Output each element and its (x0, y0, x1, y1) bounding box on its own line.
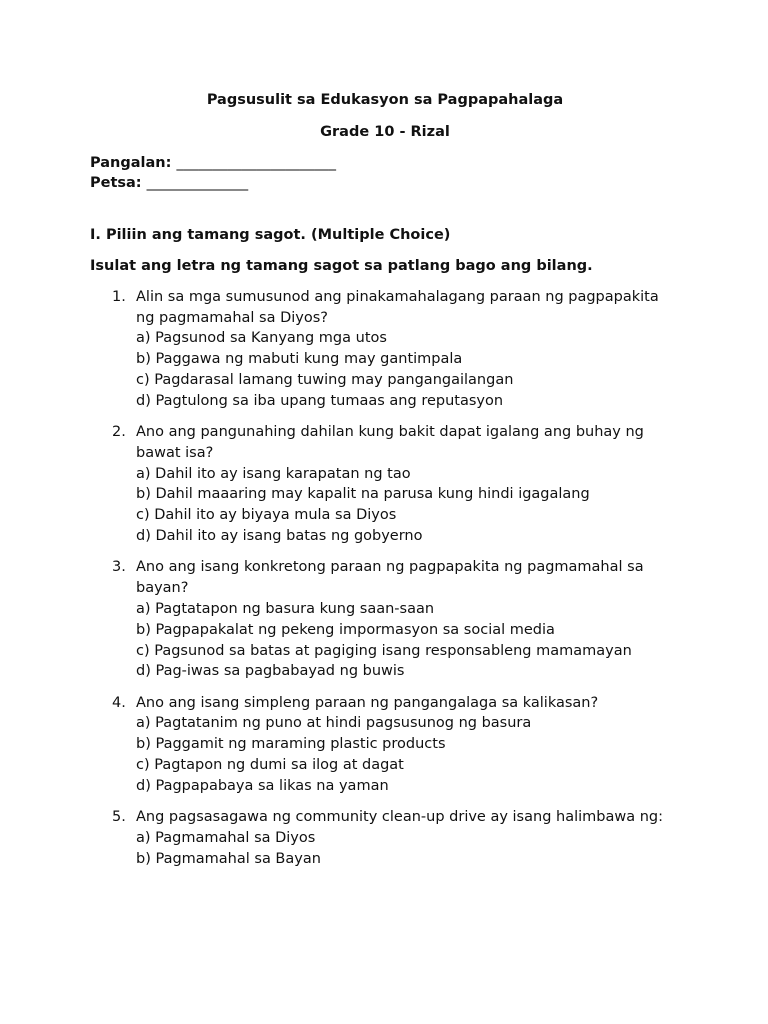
name-blank: ______________________ (176, 154, 336, 171)
question-text: Ang pagsasagawa ng community clean-up drive ay isang halimbawa ng: (136, 809, 663, 826)
answer-choice: b) Paggawa ng mabuti kung may gantimpala (136, 351, 463, 368)
answer-choice: a) Pagtatapon ng basura kung saan-saan (136, 600, 435, 617)
answer-choice: a) Pagmamahal sa Diyos (136, 829, 316, 846)
document-title: Pagsusulit sa Edukasyon sa Pagpapahalaga (206, 92, 564, 108)
question-item (90, 287, 680, 412)
question-number: 5. (112, 809, 126, 826)
answer-choice: d) Pag-iwas sa pagbabayad ng buwis (136, 663, 405, 680)
question-text: Alin sa mga sumusunod ang pinakamahalagang paraan ng pagpapakita ng pagmamahal sa Diyos? (136, 288, 659, 326)
answer-choice: b) Pagmamahal sa Bayan (136, 850, 321, 867)
question-number: 3. (112, 559, 126, 576)
answer-choice: b) Paggamit ng maraming plastic products (136, 736, 446, 753)
question-item (90, 807, 680, 869)
answer-choice: d) Pagtulong sa iba upang tumaas ang reputasyon (136, 392, 504, 409)
worksheet-page (90, 90, 680, 880)
question-number: 4. (112, 694, 126, 711)
answer-choice: c) Dahil ito ay biyaya mula sa Diyos (136, 507, 397, 524)
question-number: 2. (112, 424, 126, 441)
question-item (90, 422, 680, 547)
answer-choice: b) Pagpapakalat ng pekeng impormasyon sa social media (136, 621, 555, 638)
date-field (90, 173, 680, 194)
question-text: Ano ang isang simpleng paraan ng pangangalaga sa kalikasan? (136, 694, 599, 711)
name-field (90, 153, 680, 174)
date-label: Petsa: (90, 175, 142, 192)
question-item (90, 557, 680, 682)
instruction-text: Isulat ang letra ng tamang sagot sa patlang bago ang bilang. (90, 257, 593, 274)
question-number: 1. (112, 288, 126, 305)
section-heading: I. Piliin ang tamang sagot. (Multiple Choice) (90, 227, 451, 244)
answer-choice: b) Dahil maaaring may kapalit na parusa kung hindi igagalang (136, 486, 590, 503)
answer-choice: c) Pagsunod sa batas at pagiging isang responsableng mamamayan (136, 642, 632, 659)
question-item (90, 693, 680, 797)
answer-choice: a) Dahil ito ay isang karapatan ng tao (136, 465, 411, 482)
document-subtitle: Grade 10 - Rizal (320, 123, 450, 140)
answer-choice: c) Pagtapon ng dumi sa ilog at dagat (136, 757, 404, 774)
answer-choice: a) Pagsunod sa Kanyang mga utos (136, 330, 387, 347)
answer-choice: a) Pagtatanim ng puno at hindi pagsusunog ng basura (136, 715, 532, 732)
question-list (90, 287, 680, 870)
answer-choice: c) Pagdarasal lamang tuwing may pangangailangan (136, 371, 514, 388)
name-label: Pangalan: (90, 154, 172, 171)
date-blank: ______________ (146, 175, 249, 192)
question-text: Ano ang isang konkretong paraan ng pagpapakita ng pagmamahal sa bayan? (136, 559, 644, 597)
answer-choice: d) Pagpapabaya sa likas na yaman (136, 777, 389, 794)
answer-choice: d) Dahil ito ay isang batas ng gobyerno (136, 528, 423, 545)
question-text: Ano ang pangunahing dahilan kung bakit dapat igalang ang buhay ng bawat isa? (136, 424, 644, 461)
